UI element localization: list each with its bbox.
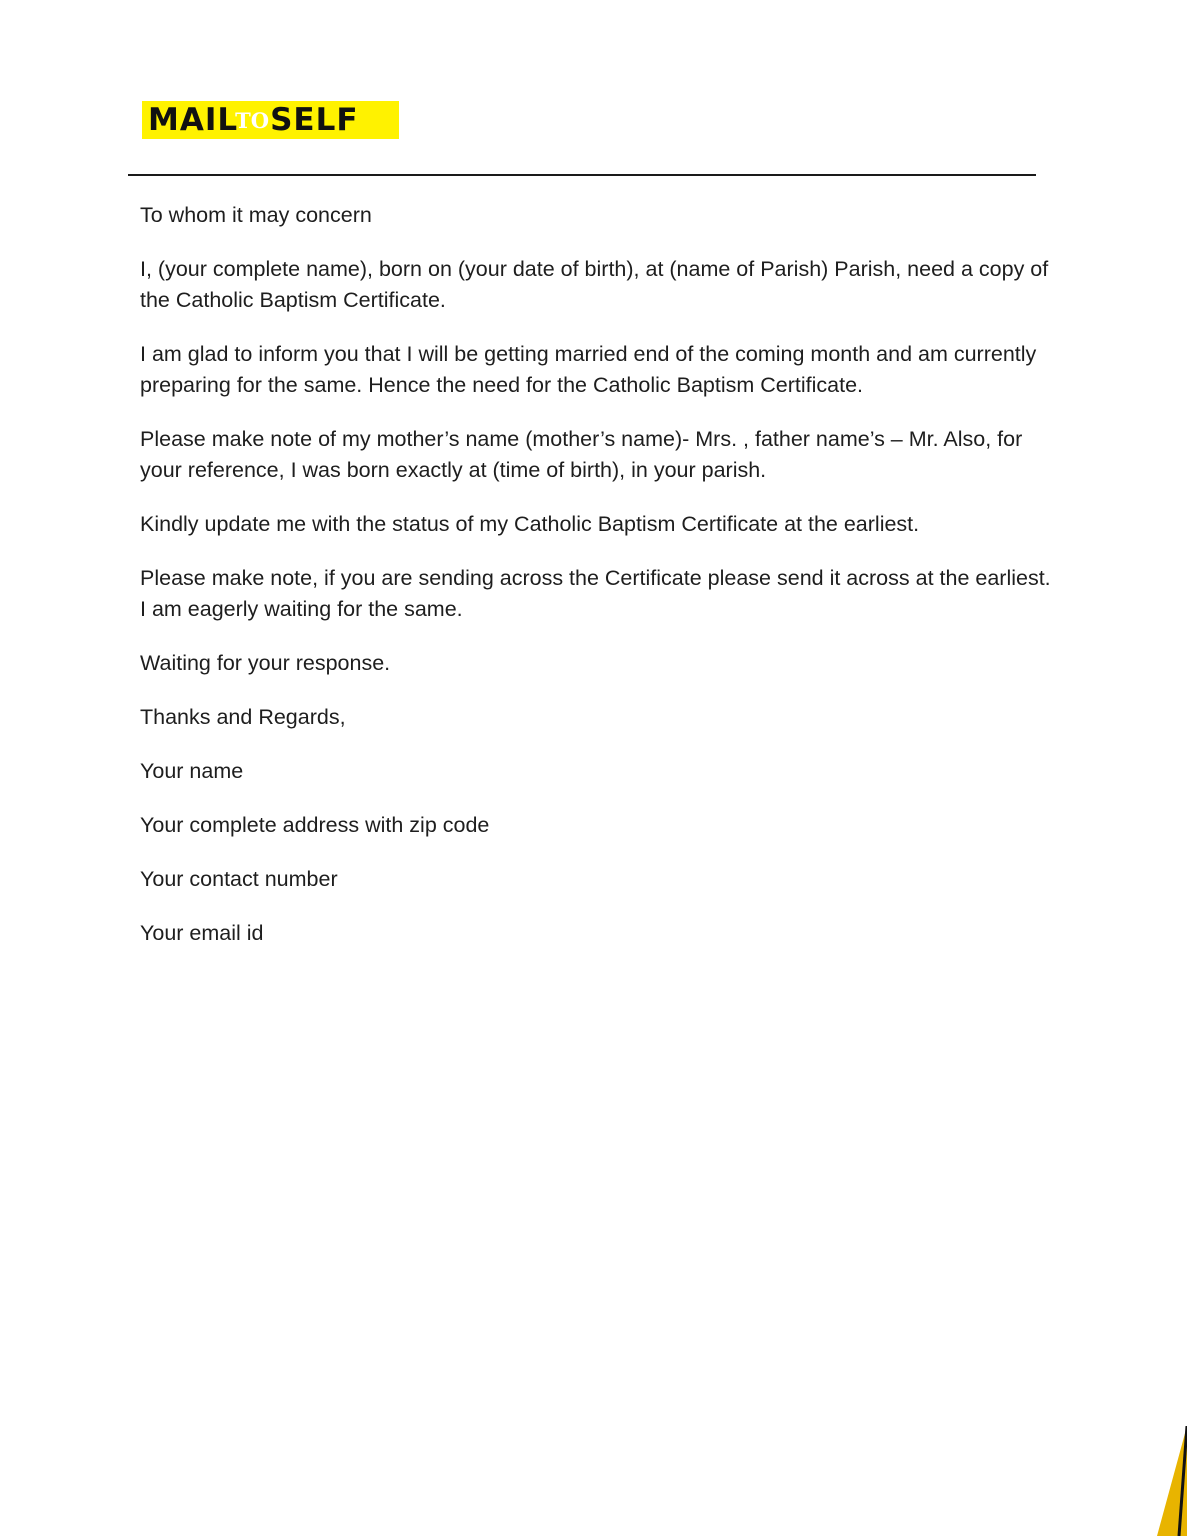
signature-email: Your email id: [140, 921, 264, 945]
paragraph-request: I, (your complete name), born on (your date of birth), at (name of Parish) Parish, need a copy of the Catholic Baptism Certificate.: [140, 257, 1049, 312]
letter-body: [140, 200, 1060, 972]
header-divider: [128, 174, 1036, 176]
paragraph-reason: I am glad to inform you that I will be getting married end of the coming month and am currently preparing for the same. Hence the need for the Catholic Baptism Certificate.: [140, 342, 1037, 397]
closing-line: Waiting for your response.: [140, 651, 391, 675]
logo-text-to: TO: [235, 107, 270, 133]
signature-name: Your name: [140, 759, 244, 783]
signature-address: Your complete address with zip code: [140, 813, 490, 837]
paragraph-parents: Please make note of my mother’s name (mother’s name)- Mrs. , father name’s – Mr. Also, for your reference, I was born exactly at (time of birth), in your parish.: [140, 427, 1023, 482]
corner-decoration: [1157, 1426, 1187, 1536]
sign-off: Thanks and Regards,: [140, 705, 346, 729]
paragraph-status: Kindly update me with the status of my Catholic Baptism Certificate at the earliest.: [140, 512, 920, 536]
signature-phone: Your contact number: [140, 867, 338, 891]
logo-text-self: SELF: [270, 102, 359, 138]
paragraph-sending: Please make note, if you are sending across the Certificate please send it across at the earliest. I am eagerly waiting for the same.: [140, 566, 1051, 621]
logo-text-mail: MAIL: [148, 102, 239, 138]
salutation: To whom it may concern: [140, 203, 372, 227]
mailtoself-logo: [142, 101, 399, 139]
